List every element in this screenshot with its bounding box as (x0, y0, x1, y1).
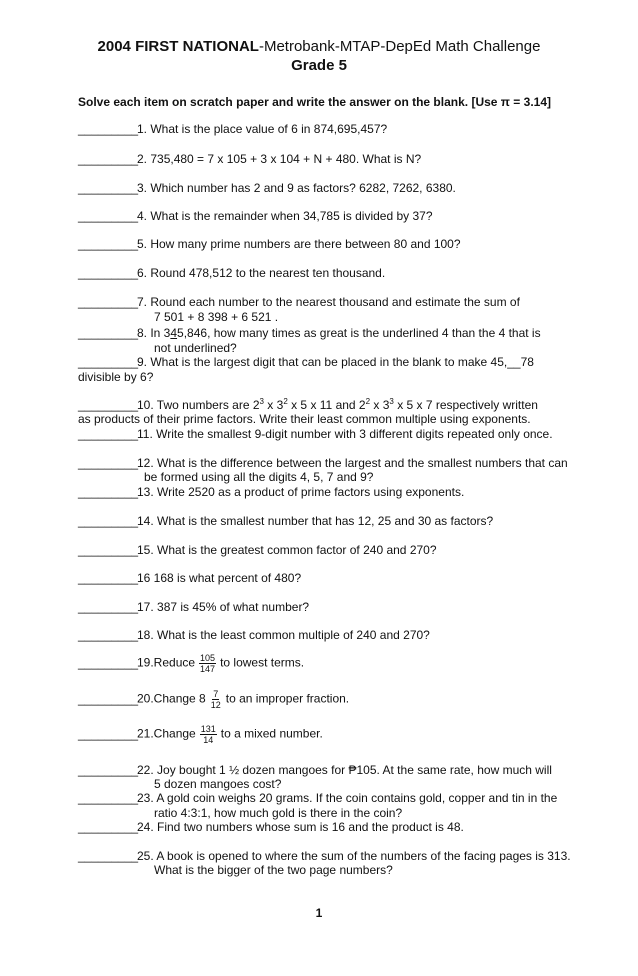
question-text: 19.Reduce (137, 655, 196, 670)
answer-blank[interactable]: _________ (78, 326, 139, 340)
question-7 (78, 294, 608, 310)
answer-blank[interactable]: _________ (78, 485, 139, 499)
grade-heading: Grade 5 (291, 57, 347, 74)
question-9 (78, 354, 608, 370)
fraction (210, 689, 222, 710)
answer-blank[interactable]: _________ (78, 181, 139, 195)
question-text: 23. A gold coin weighs 20 grams. If the coin contains gold, copper and tin in the (137, 791, 558, 805)
question-15 (78, 542, 608, 558)
question-11 (78, 426, 608, 442)
question-text: x 5 x 11 and 2 (287, 398, 366, 412)
answer-blank[interactable]: _________ (78, 655, 139, 670)
page-number: 1 (315, 906, 323, 920)
question-text: to an improper fraction. (225, 691, 350, 706)
answer-blank[interactable]: _________ (78, 763, 139, 777)
question-3 (78, 180, 608, 196)
exponent: 3 (259, 397, 264, 406)
question-text: 14. What is the smallest number that has 12, 25 and 30 as factors? (137, 514, 494, 528)
question-10-continued: as products of their prime factors. Write their least common multiple using exponents. (78, 412, 531, 426)
question-13 (78, 484, 608, 500)
question-17 (78, 599, 608, 615)
worksheet-title (0, 38, 638, 55)
question-text: 5,846, how many times as great is the underlined 4 than the 4 that is (177, 326, 541, 340)
question-text: 8. In 3 (137, 326, 171, 340)
answer-blank[interactable]: _________ (78, 849, 139, 863)
instructions: Solve each item on scratch paper and write the answer on the blank. [Use π = 3.14] (78, 95, 552, 109)
question-20 (78, 689, 608, 710)
answer-blank[interactable]: _________ (78, 152, 139, 166)
question-22-continued: 5 dozen mangoes cost? (154, 777, 282, 791)
question-2 (78, 151, 608, 167)
fraction-numerator: 105 (200, 653, 216, 663)
fraction (199, 653, 216, 674)
question-23-continued: ratio 4:3:1, how much gold is there in the coin? (154, 806, 403, 820)
answer-blank[interactable]: _________ (78, 355, 139, 369)
answer-blank[interactable]: _________ (78, 726, 139, 741)
question-text: 5. How many prime numbers are there between 80 and 100? (137, 237, 461, 251)
question-5 (78, 236, 608, 252)
fraction-denominator: 14 (203, 735, 214, 745)
exponent: 2 (365, 397, 371, 406)
question-text: 16 168 is what percent of 480? (137, 571, 302, 585)
question-4 (78, 208, 608, 224)
question-text: 4. What is the remainder when 34,785 is divided by 37? (137, 209, 433, 223)
question-text: 11. Write the smallest 9-digit number with 3 different digits repeated only once. (137, 427, 553, 441)
answer-blank[interactable]: _________ (78, 571, 139, 585)
question-14 (78, 513, 608, 529)
underlined-digit: 4 (170, 326, 178, 340)
answer-blank[interactable]: _________ (78, 122, 139, 136)
answer-blank[interactable]: _________ (78, 398, 139, 412)
question-text: 1. What is the place value of 6 in 874,695,457? (137, 122, 388, 136)
question-text: 15. What is the greatest common factor of 240 and 270? (137, 543, 437, 557)
answer-blank[interactable]: _________ (78, 820, 139, 834)
question-text: 24. Find two numbers whose sum is 16 and the product is 48. (137, 820, 464, 834)
answer-blank[interactable]: _________ (78, 514, 139, 528)
fraction-numerator: 131 (200, 724, 216, 734)
question-7-continued: 7 501 + 8 398 + 6 521 . (154, 310, 279, 324)
answer-blank[interactable]: _________ (78, 628, 139, 642)
question-text: x 5 x 7 respectively written (393, 398, 538, 412)
question-8 (78, 325, 608, 341)
title-bold: 2004 FIRST NATIONAL (97, 38, 259, 55)
question-text: 22. Joy bought 1 ½ dozen mangoes for ₱105. At the same rate, how much will (137, 763, 552, 777)
fraction-numerator: 7 (213, 689, 219, 699)
question-text: 12. What is the difference between the largest and the smallest numbers that can (137, 456, 568, 470)
question-12-continued: be formed using all the digits 4, 5, 7 and 9? (144, 470, 374, 484)
answer-blank[interactable]: _________ (78, 266, 139, 280)
answer-blank[interactable]: _________ (78, 237, 139, 251)
question-text: 17. 387 is 45% of what number? (137, 600, 310, 614)
answer-blank[interactable]: _________ (78, 427, 139, 441)
question-text: 6. Round 478,512 to the nearest ten thousand. (137, 266, 386, 280)
question-text: 20.Change 8 (137, 691, 206, 706)
question-text: x 3 (263, 398, 284, 412)
question-text: 13. Write 2520 as a product of prime factors using exponents. (137, 485, 465, 499)
question-text: 7. Round each number to the nearest thousand and estimate the sum of (137, 295, 520, 309)
answer-blank[interactable]: _________ (78, 295, 139, 309)
question-text: 25. A book is opened to where the sum of the numbers of the facing pages is 313. (137, 849, 571, 863)
question-18 (78, 627, 608, 643)
answer-blank[interactable]: _________ (78, 543, 139, 557)
question-8-continued: not underlined? (154, 341, 237, 355)
exponent: 3 (389, 397, 394, 406)
question-25-continued: What is the bigger of the two page numbers? (154, 863, 393, 877)
title-rest: -Metrobank-MTAP-DepEd Math Challenge (258, 38, 541, 55)
question-21 (78, 724, 608, 745)
answer-blank[interactable]: _________ (78, 600, 139, 614)
fraction-denominator: 12 (210, 700, 221, 710)
question-text: 2. 735,480 = 7 x 105 + 3 x 104 + N + 480. What is N? (137, 152, 422, 166)
question-23 (78, 790, 608, 806)
question-6 (78, 265, 608, 281)
answer-blank[interactable]: _________ (78, 456, 139, 470)
question-text: x 3 (370, 398, 390, 412)
question-19 (78, 653, 608, 674)
answer-blank[interactable]: _________ (78, 691, 139, 706)
question-1 (78, 121, 608, 137)
question-text: to lowest terms. (220, 655, 305, 670)
question-16 (78, 570, 608, 586)
answer-blank[interactable]: _________ (78, 209, 139, 223)
question-24 (78, 819, 608, 835)
fraction (200, 724, 217, 745)
answer-blank[interactable]: _________ (78, 791, 139, 805)
question-text: 18. What is the least common multiple of 240 and 270? (137, 628, 430, 642)
question-9-continued: divisible by 6? (78, 370, 154, 384)
fraction-denominator: 147 (200, 664, 216, 674)
question-text: 3. Which number has 2 and 9 as factors? 6282, 7262, 6380. (137, 181, 456, 195)
exponent: 2 (283, 397, 288, 406)
question-text: 9. What is the largest digit that can be placed in the blank to make 45,__78 (137, 355, 534, 369)
question-text: to a mixed number. (220, 726, 323, 741)
question-text: 10. Two numbers are 2 (137, 398, 260, 412)
question-text: 21.Change (137, 726, 196, 741)
